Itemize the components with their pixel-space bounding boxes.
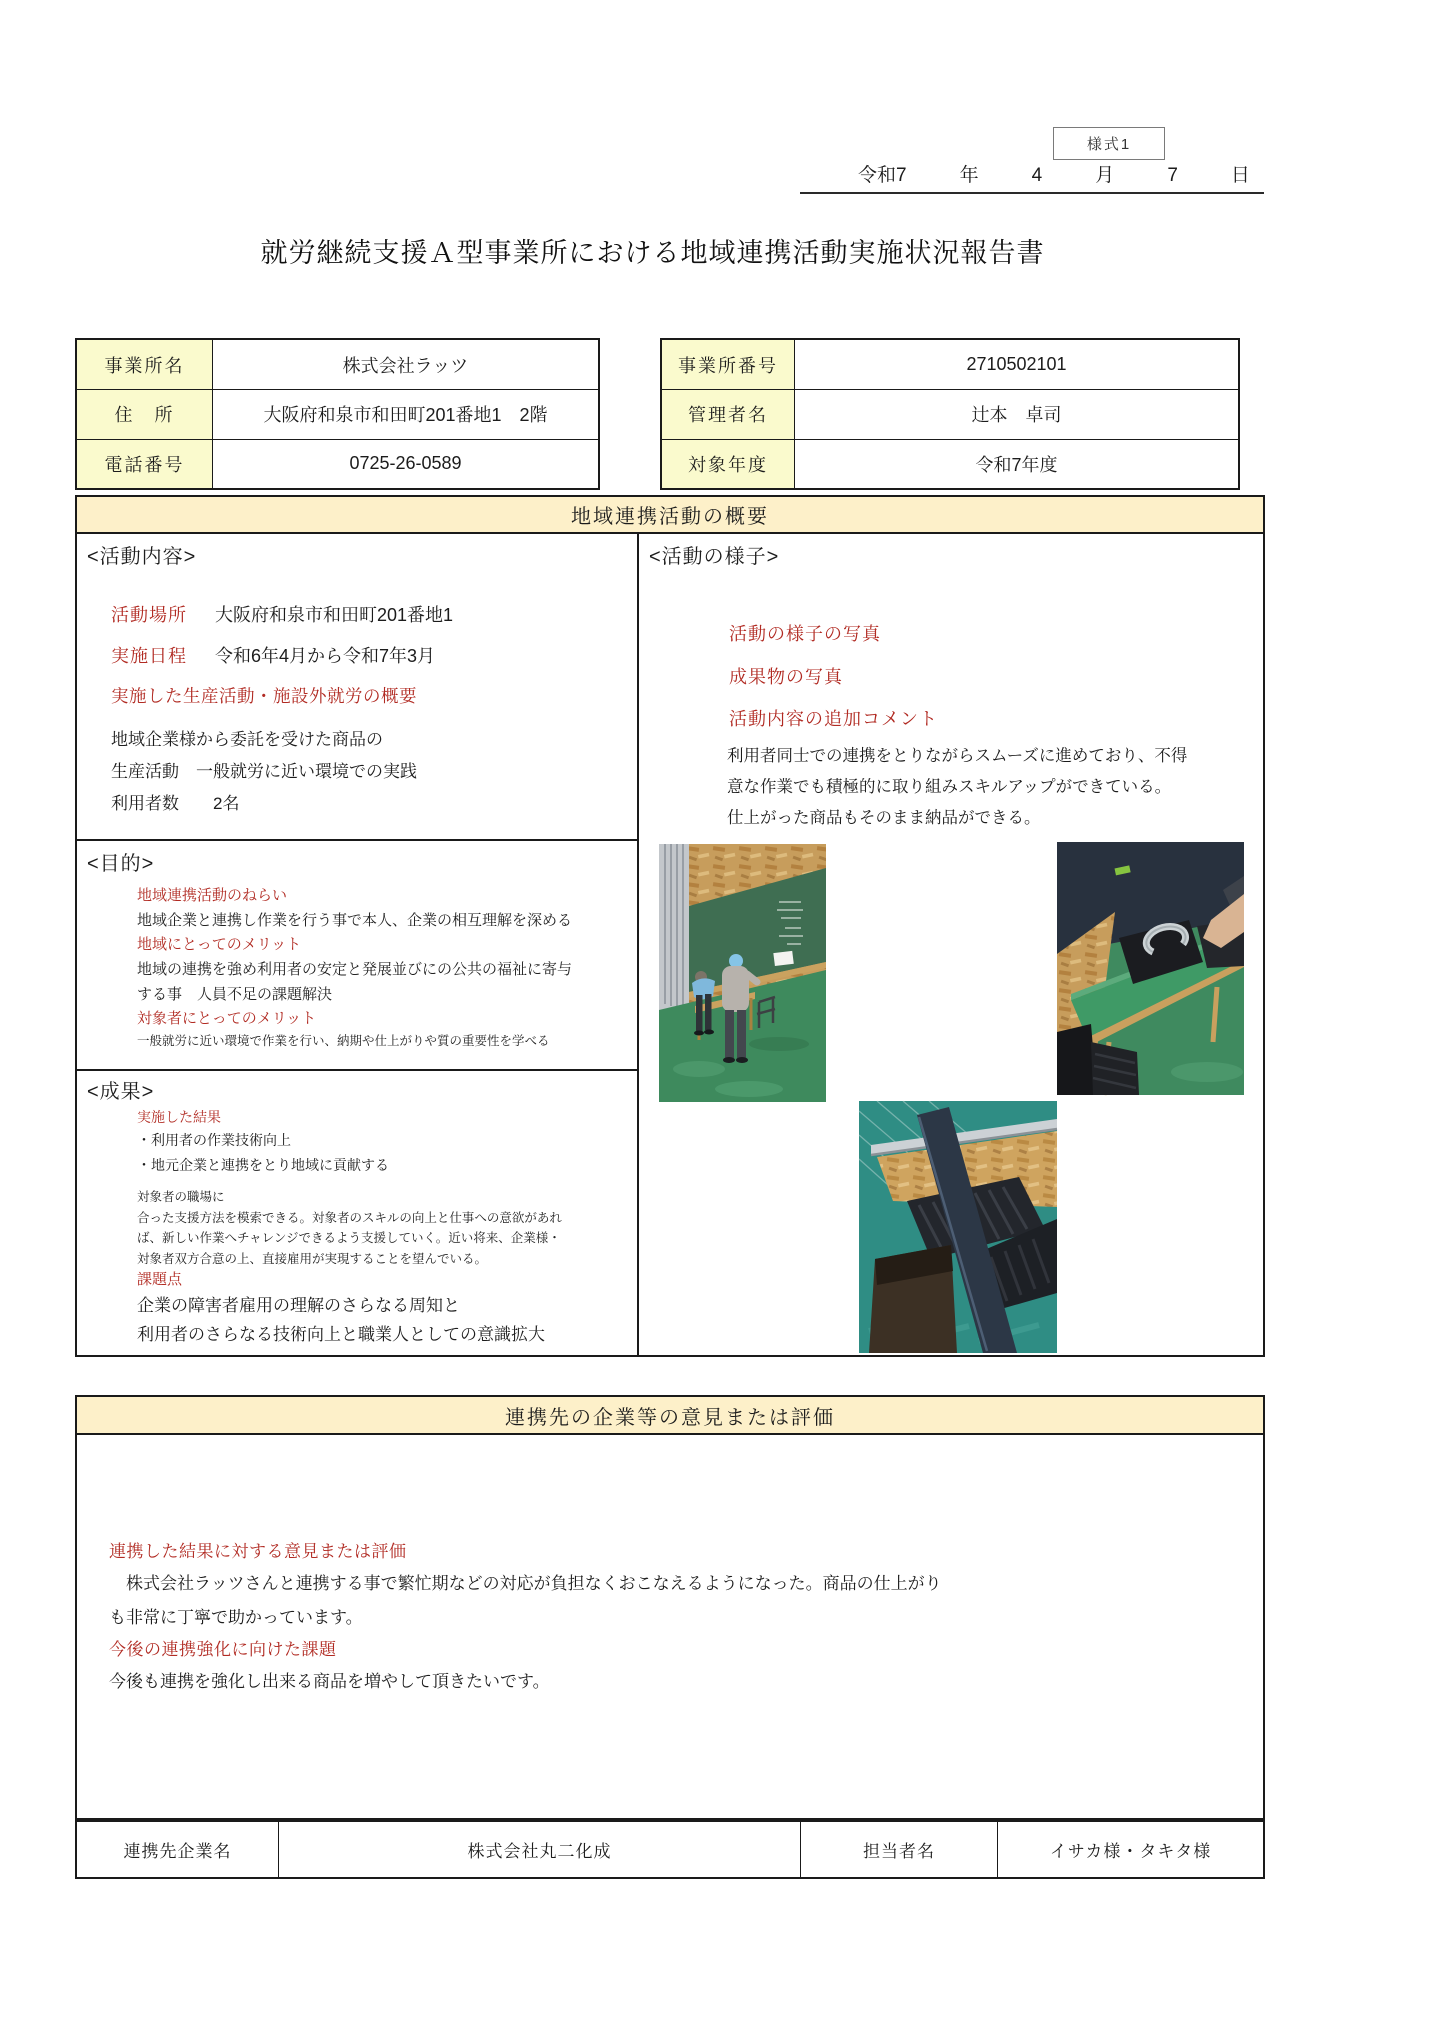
feedback-content [109, 1537, 1239, 1699]
region-merit-label: 地域にとってのメリット [137, 936, 302, 954]
office-number-label: 事業所番号 [662, 340, 795, 389]
paragraph-line: 合った支援方法を模索できる。対象者のスキルの向上と仕事への意欲があれ [137, 1210, 562, 1225]
table-row [77, 340, 598, 389]
form-tag-label: 様式1 [1086, 136, 1132, 153]
results-heading: <成果> [87, 1081, 155, 1103]
partner-company-value: 株式会社丸二化成 [278, 1822, 800, 1877]
comment-line: 利用者同士での連携をとりながらスムーズに進めており、不得 [727, 747, 1188, 765]
partner-person-value: イサカ様・タキタ様 [997, 1822, 1263, 1877]
office-meta-table [660, 338, 1240, 490]
production-summary-lines [111, 724, 627, 820]
office-info-table [75, 338, 600, 490]
workbench-photo [1057, 842, 1244, 1095]
result-paragraph [137, 1187, 627, 1269]
activity-place-label: 活動場所 [111, 605, 187, 625]
table-row [77, 439, 598, 488]
issue-line: 企業の障害者雇用の理解のさらなる周知と [137, 1296, 460, 1315]
overview-banner: 地域連携活動の概要 [77, 497, 1263, 534]
partner-company-label: 連携先企業名 [123, 1842, 232, 1861]
result-label: 実施した結果 [137, 1109, 221, 1125]
office-number-value: 2710502101 [966, 354, 1067, 375]
extra-comment-label: 活動内容の追加コメント [729, 709, 938, 729]
activity-row [111, 642, 627, 668]
comment-line: 仕上がった商品もそのまま納品ができる。 [727, 809, 1041, 827]
comment-line: 意な作業でも積極的に取り組みスキルアップができている。 [727, 778, 1172, 796]
page-title: 就労継続支援Ａ型事業所における地域連携活動実施状況報告書 [260, 238, 1045, 268]
production-summary-label: 実施した生産活動・施設外就労の概要 [111, 686, 417, 706]
activity-heading: <活動内容> [87, 546, 197, 568]
issue-label: 課題点 [137, 1271, 183, 1288]
finished-product-photo-graphic [859, 1101, 1057, 1353]
activity-schedule-label: 実施日程 [111, 646, 187, 666]
finished-product-photo [859, 1101, 1057, 1353]
activity-place-value: 大阪府和泉市和田町201番地1 [215, 605, 454, 625]
activity-section [77, 534, 637, 839]
result-item: ・地元企業と連携をとり地域に貢献する [137, 1157, 389, 1173]
date-month-suffix: 月 [1095, 165, 1115, 186]
overview-section [75, 495, 1265, 1357]
table-row [662, 439, 1238, 488]
office-name-label: 事業所名 [77, 340, 213, 389]
purpose-section [77, 839, 637, 1069]
partner-feedback-section [75, 1395, 1265, 1820]
date-day-suffix: 日 [1230, 165, 1250, 186]
results-section [77, 1069, 637, 1355]
activity-photo-label: 活動の様子の写真 [729, 624, 881, 644]
region-merit-line: 地域の連携を強め利用者の安定と発展並びにの公共の福祉に寄与 [137, 961, 573, 979]
purpose-content [137, 884, 627, 1051]
date-era-year: 令和7 [858, 165, 907, 186]
target-year-label: 対象年度 [662, 440, 795, 488]
subject-merit-label: 対象者にとってのメリット [137, 1010, 317, 1028]
activity-schedule-value: 令和6年4月から令和7年3月 [215, 646, 436, 666]
date-month: 4 [1031, 165, 1043, 186]
phone-label: 電話番号 [77, 440, 213, 488]
address-label: 住 所 [77, 390, 213, 438]
results-content [137, 1106, 627, 1349]
result-item: ・利用者の作業技術向上 [137, 1132, 291, 1148]
paragraph-line: ば、新しい作業へチャレンジできるよう支援していく。近い将来、企業様・ [137, 1231, 561, 1245]
office-name-value: 株式会社ラッツ [342, 355, 469, 376]
paragraph-line: 対象者双方合意の上、直接雇用が実現することを望んでいる。 [137, 1251, 488, 1266]
date-year-suffix: 年 [959, 165, 979, 186]
summary-line: 地域企業様から委託を受けた商品の [111, 730, 383, 749]
activity-rows [111, 601, 627, 668]
issue-line: 利用者のさらなる技術向上と職業人としての意識拡大 [137, 1325, 545, 1344]
opinion-line: 株式会社ラッツさんと連携する事で繁忙期などの対応が負担なくおこなえるようになった。商品の仕上がり [109, 1574, 942, 1593]
overview-right-column [639, 534, 1263, 1355]
table-row [662, 389, 1238, 438]
summary-line: 利用者数 2名 [111, 794, 240, 813]
aim-text: 地域企業と連携し作業を行う事で本人、企業の相互理解を深める [137, 912, 573, 930]
aim-label: 地域連携活動のねらい [137, 887, 288, 905]
form-tag-box [1053, 127, 1165, 160]
activity-row [111, 601, 627, 627]
date-day: 7 [1167, 165, 1178, 186]
overview-left-column [77, 534, 639, 1355]
overview-body [77, 534, 1263, 1355]
subject-merit-text: 一般就労に近い環境で作業を行い、納期や仕上がりや質の重要性を学べる [137, 1034, 550, 1049]
region-merit-line: する事 人員不足の課題解決 [137, 986, 333, 1004]
report-date [800, 158, 1264, 194]
paragraph-line: 対象者の職場に [137, 1190, 225, 1204]
table-row [77, 389, 598, 438]
target-year-value: 令和7年度 [975, 454, 1058, 475]
workshop-photo [659, 844, 826, 1102]
feedback-banner: 連携先の企業等の意見または評価 [77, 1397, 1263, 1435]
manager-value: 辻本 卓司 [971, 405, 1062, 426]
address-value: 大阪府和泉市和田町201番地1 2階 [263, 405, 548, 426]
opinion-line: も非常に丁寧で助かっています。 [109, 1608, 363, 1627]
purpose-heading: <目的> [87, 853, 155, 876]
opinion-label: 連携した結果に対する意見または評価 [109, 1542, 407, 1561]
partner-person-label: 担当者名 [800, 1822, 997, 1877]
deliverable-photo-label: 成果物の写真 [729, 667, 843, 687]
future-issue-label: 今後の連携強化に向けた課題 [109, 1640, 337, 1659]
workbench-photo-graphic [1057, 842, 1244, 1095]
summary-line: 生産活動 一般就労に近い環境での実践 [111, 762, 417, 781]
workshop-photo-graphic [659, 844, 826, 1102]
phone-value: 0725-26-0589 [349, 453, 462, 474]
table-row [662, 340, 1238, 389]
partner-table [75, 1820, 1265, 1879]
manager-label: 管理者名 [662, 390, 795, 438]
future-issue-text: 今後も連携を強化し出来る商品を増やして頂きたいです。 [109, 1672, 550, 1691]
appearance-heading: <活動の様子> [649, 546, 780, 568]
appearance-comment [727, 741, 1252, 834]
